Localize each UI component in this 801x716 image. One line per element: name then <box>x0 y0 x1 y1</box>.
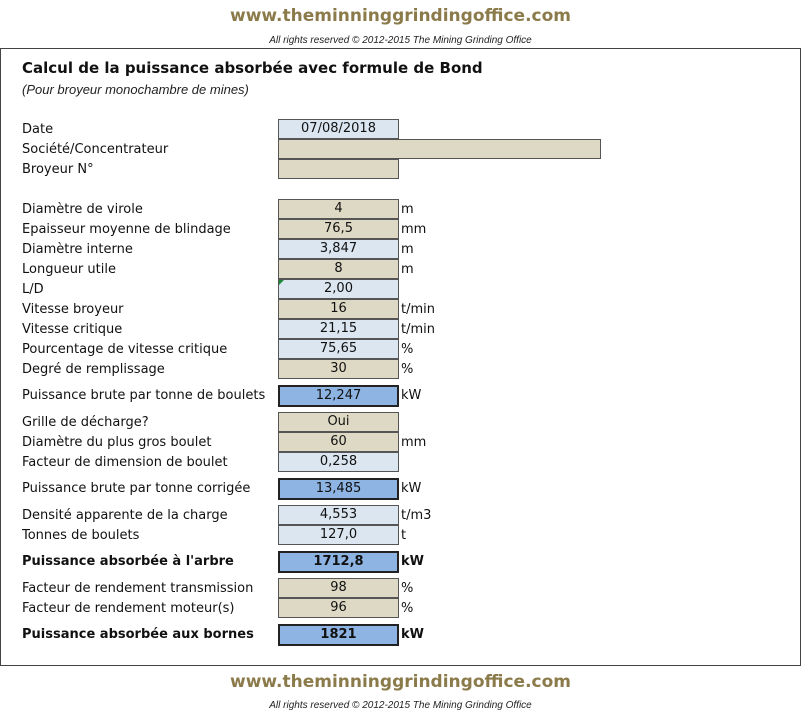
transmission-efficiency-field[interactable]: 98 <box>278 578 399 598</box>
effective-length-field[interactable]: 8 <box>278 259 399 279</box>
label-discharge-grate: Grille de décharge? <box>22 415 149 430</box>
date-field[interactable]: 07/08/2018 <box>278 119 399 139</box>
label-critical-speed: Vitesse critique <box>22 322 123 337</box>
label-shell-diameter: Diamètre de virole <box>22 202 143 217</box>
bulk-density-value: 4,553 <box>278 505 399 525</box>
comment-indicator-icon <box>279 280 284 285</box>
page-subtitle: (Pour broyeur monochambre de mines) <box>22 82 249 97</box>
label-critical-speed-pct: Pourcentage de vitesse critique <box>22 342 228 357</box>
unit-shaft-power: kW <box>401 554 424 569</box>
bottom-border <box>0 665 801 666</box>
liner-thickness-field[interactable]: 76,5 <box>278 219 399 239</box>
ball-tonnage-value: 127,0 <box>278 525 399 545</box>
shell-diameter-field[interactable]: 4 <box>278 199 399 219</box>
left-border <box>0 49 1 666</box>
unit-max-ball-diameter: mm <box>401 435 427 450</box>
label-effective-length: Longueur utile <box>22 262 116 277</box>
copyright-header: All rights reserved © 2012-2015 The Mining Grinding Office <box>269 35 532 46</box>
mill-speed-field[interactable]: 16 <box>278 299 399 319</box>
label-filling-degree: Degré de remplissage <box>22 362 165 377</box>
unit-motor-efficiency: % <box>401 601 414 616</box>
unit-shell-diameter: m <box>401 202 414 217</box>
discharge-grate-select[interactable]: Oui <box>278 412 399 432</box>
corrected-gross-power-result: 13,485 <box>278 478 399 500</box>
critical-speed-pct-value: 75,65 <box>278 339 399 359</box>
unit-ball-tonnage: t <box>401 528 407 543</box>
label-shaft-power: Puissance absorbée à l'arbre <box>22 554 234 569</box>
label-date: Date <box>22 122 54 137</box>
label-transmission-efficiency: Facteur de rendement transmission <box>22 581 254 596</box>
filling-degree-field[interactable]: 30 <box>278 359 399 379</box>
l-d-value: 2,00 <box>278 279 399 299</box>
motor-efficiency-field[interactable]: 96 <box>278 598 399 618</box>
label-ball-tonnage: Tonnes de boulets <box>22 528 140 543</box>
unit-critical-speed-pct: % <box>401 342 414 357</box>
gross-power-per-ton-result: 12,247 <box>278 385 399 407</box>
unit-critical-speed: t/min <box>401 322 435 337</box>
site-title-header: www.theminninggrindingoffice.com <box>229 6 571 26</box>
unit-internal-diameter: m <box>401 242 414 257</box>
company-field[interactable] <box>278 139 601 159</box>
copyright-footer: All rights reserved © 2012-2015 The Mining Grinding Office <box>269 700 532 711</box>
unit-mill-speed: t/min <box>401 302 435 317</box>
label-liner-thickness: Epaisseur moyenne de blindage <box>22 222 231 237</box>
label-mill-number: Broyeur N° <box>22 162 94 177</box>
label-internal-diameter: Diamètre interne <box>22 242 133 257</box>
critical-speed-value: 21,15 <box>278 319 399 339</box>
unit-transmission-efficiency: % <box>401 581 414 596</box>
ball-size-factor-value: 0,258 <box>278 452 399 472</box>
label-corrected-gross-power: Puissance brute par tonne corrigée <box>22 481 251 496</box>
label-max-ball-diameter: Diamètre du plus gros boulet <box>22 435 212 450</box>
terminal-power-result: 1821 <box>278 624 399 646</box>
internal-diameter-value: 3,847 <box>278 239 399 259</box>
label-ball-size-factor: Facteur de dimension de boulet <box>22 455 228 470</box>
unit-gross-power-per-ton: kW <box>401 388 422 403</box>
label-mill-speed: Vitesse broyeur <box>22 302 124 317</box>
max-ball-diameter-field[interactable]: 60 <box>278 432 399 452</box>
unit-terminal-power: kW <box>401 627 424 642</box>
unit-filling-degree: % <box>401 362 414 377</box>
unit-liner-thickness: mm <box>401 222 427 237</box>
label-motor-efficiency: Facteur de rendement moteur(s) <box>22 601 235 616</box>
mill-number-field[interactable] <box>278 159 399 179</box>
label-gross-power-per-ton: Puissance brute par tonne de boulets <box>22 388 266 403</box>
label-bulk-density: Densité apparente de la charge <box>22 508 228 523</box>
shaft-power-result: 1712,8 <box>278 551 399 573</box>
page-title: Calcul de la puissance absorbée avec formule de Bond <box>22 59 483 77</box>
unit-effective-length: m <box>401 262 414 277</box>
top-border <box>0 48 801 49</box>
unit-corrected-gross-power: kW <box>401 481 422 496</box>
label-l-d: L/D <box>22 282 44 297</box>
site-title-footer: www.theminninggrindingoffice.com <box>229 672 571 692</box>
label-company: Société/Concentrateur <box>22 142 169 157</box>
unit-bulk-density: t/m3 <box>401 508 432 523</box>
label-terminal-power: Puissance absorbée aux bornes <box>22 627 254 642</box>
